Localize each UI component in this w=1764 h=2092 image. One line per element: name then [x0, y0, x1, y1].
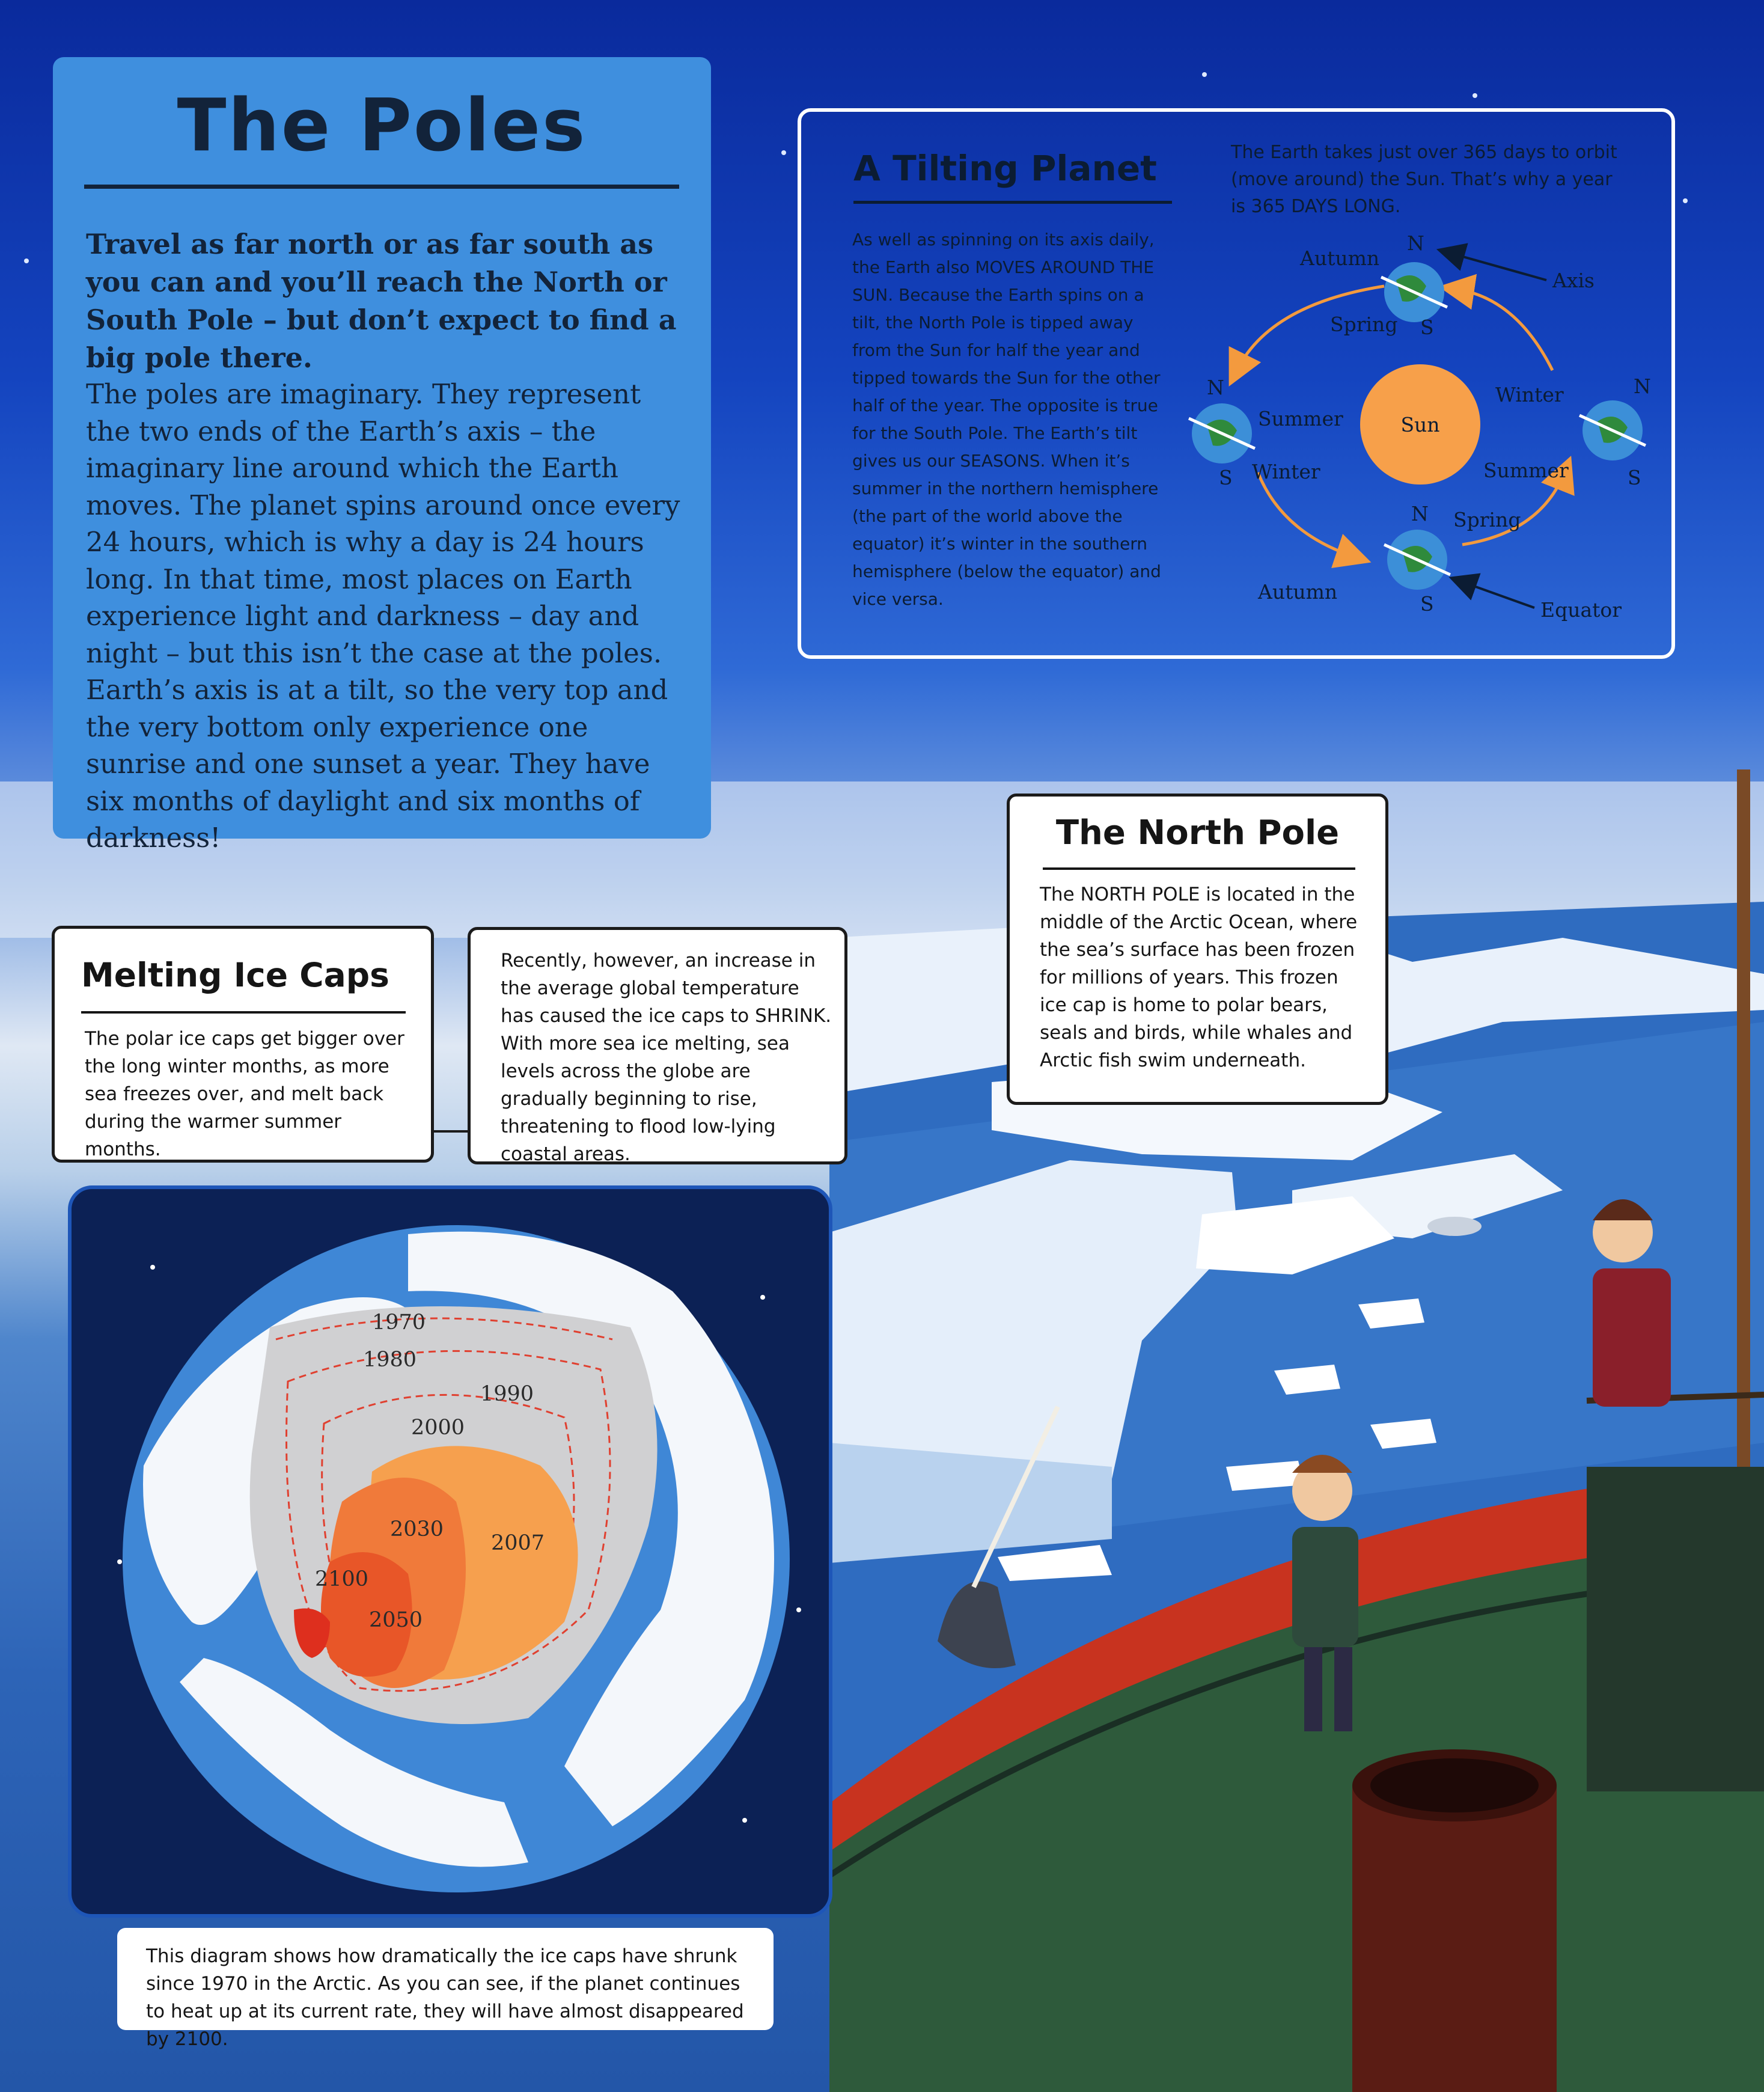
north-pole-divider: [1043, 867, 1355, 870]
north-label: N: [1411, 502, 1429, 525]
year-label-1990: 1990: [480, 1382, 534, 1406]
sun-label: Sun: [1400, 413, 1440, 436]
season-label: Summer: [1258, 407, 1343, 430]
season-label: Summer: [1483, 459, 1569, 482]
season-label: Spring: [1330, 313, 1398, 336]
intro-panel: [53, 57, 711, 854]
year-label-2000: 2000: [411, 1416, 465, 1440]
north-label: N: [1207, 376, 1224, 399]
melting-ice-caps-box: [52, 926, 434, 1163]
title-divider: [84, 185, 679, 189]
year-label-1980: 1980: [363, 1348, 417, 1372]
melting-ice-caps-title: Melting Ice Caps: [81, 956, 389, 994]
arctic-ice-map: [72, 1189, 829, 1914]
shrinking-ice-text: Recently, however, an increase in the average global temperature has caused the ice caps to SHRINK. With more sea ice melting, sea levels across the globe are gradually beginning to rise, threatening to flood low-lying coastal areas.: [501, 950, 832, 1165]
earth-icon: [1189, 403, 1255, 463]
orbit-note: The Earth takes just over 365 days to orbit (move around) the Sun. That’s why a year is 365 DAYS LONG.: [1231, 142, 1617, 217]
melting-ice-caps-divider: [81, 1011, 406, 1014]
tilting-planet-text: As well as spinning on its axis daily, the Earth also MOVES AROUND THE SUN. Because the Earth spins on a tilt, the North Pole is tipped away from the Sun for half the year and tipped towards the Sun for the other half of the year. The opposite is true for the South Pole. The Earth’s tilt gives us our SEASONS. When it’s summer in the northern hemisphere (the part of the world above the equator) it’s winter in the southern hemisphere (below the equator) and vice versa.: [852, 230, 1161, 609]
season-label: Spring: [1453, 508, 1521, 531]
equator-pointer: [1462, 582, 1534, 608]
page-title: The Poles: [177, 84, 587, 168]
season-label: Winter: [1252, 460, 1320, 483]
orbit-diagram: [1180, 232, 1661, 653]
orbit-arrow: [1258, 473, 1354, 557]
axis-pointer: [1450, 253, 1546, 280]
south-label: S: [1420, 592, 1434, 616]
axis-label: Axis: [1552, 269, 1595, 292]
north-label: N: [1634, 375, 1651, 398]
season-label: Winter: [1495, 383, 1564, 406]
year-label-2030: 2030: [390, 1517, 444, 1541]
year-label-2100: 2100: [315, 1567, 369, 1591]
earth-icon: [1384, 530, 1450, 590]
tilting-planet-divider: [853, 201, 1172, 204]
map-caption-box: [117, 1928, 774, 2050]
equator-label: Equator: [1540, 598, 1622, 622]
tilting-planet-panel: [798, 108, 1675, 659]
melting-ice-caps-text: The polar ice caps get bigger over the long winter months, as more sea freezes over, and melt back during the warmer summer months.: [85, 1028, 404, 1160]
year-label-2007: 2007: [491, 1531, 545, 1555]
tilting-planet-title: A Tilting Planet: [853, 148, 1157, 189]
box-connector: [434, 1130, 468, 1133]
orbit-arrow: [1456, 289, 1552, 370]
season-label: Autumn: [1258, 580, 1338, 604]
year-label-2050: 2050: [369, 1608, 423, 1632]
body-text: The poles are imaginary. They represent the two ends of the Earth’s axis – the imaginary line around which the Earth moves. The planet spins around once every 24 hours, which is why a day is 24 hours long. In that time, most places on Earth experience light and darkness – day and night – but this isn’t the case at the poles. Earth’s axis is at a tilt, so the very top and the very bottom only experience one sunrise and one sunset a year. They have six months of daylight and six months of darkness!: [86, 378, 680, 854]
south-label: S: [1420, 316, 1434, 339]
intro-text: Travel as far north or as far south as you can and you’ll reach the North or South Pole – but don’t expect to find a big pole there.: [86, 228, 677, 374]
map-caption: This diagram shows how dramatically the ice caps have shrunk since 1970 in the Arctic. As you can see, if the planet continues to heat up at its current rate, they will have almost disappeared by 2100.: [146, 1945, 744, 2050]
shrinking-ice-box: [468, 927, 847, 1164]
north-pole-title: The North Pole: [1055, 813, 1340, 852]
north-pole-text: The NORTH POLE is located in the middle of the Arctic Ocean, where the sea’s surface has been frozen for millions of years. This frozen ice cap is home to polar bears, seals and birds, while whales and Arctic fish swim underneath.: [1040, 884, 1358, 1071]
year-label-1970: 1970: [372, 1311, 426, 1335]
north-pole-box: [1007, 794, 1388, 1105]
south-label: S: [1628, 466, 1641, 489]
north-label: N: [1407, 232, 1424, 255]
south-label: S: [1219, 466, 1233, 489]
earth-icon: [1579, 400, 1646, 460]
season-label: Autumn: [1300, 246, 1380, 270]
arctic-ice-map-panel: [68, 1185, 832, 1918]
